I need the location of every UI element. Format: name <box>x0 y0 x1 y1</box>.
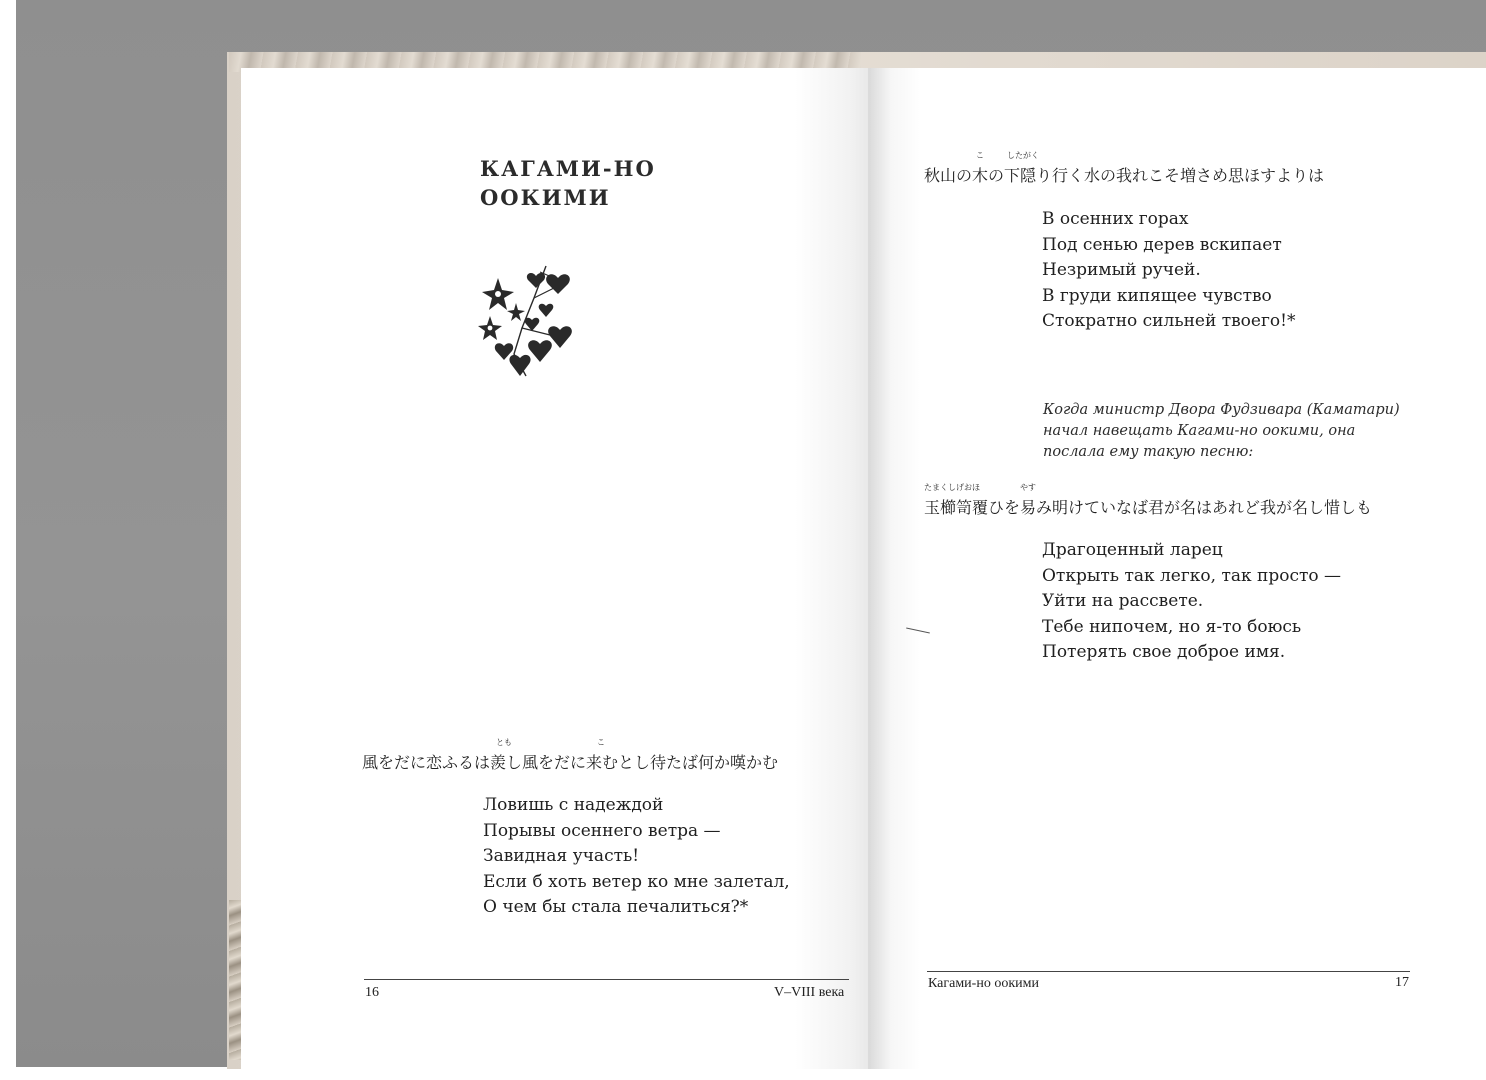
waka-japanese: 風をだに恋ふるは羨し風をだに来むとし待たば何か嘆かむ <box>362 753 779 772</box>
ruby-annotation: やす <box>1020 483 1036 492</box>
poem-line: Потерять свое доброе имя. <box>1042 642 1286 662</box>
poem-line: Если б хоть ветер ко мне залетал, <box>483 871 790 892</box>
poem-translation <box>483 793 790 921</box>
poem-line: Тебе нипочем, но я-то боюсь <box>1042 616 1302 637</box>
waka-japanese: 玉櫛笥覆ひを易み明けていなば君が名はあれど我が名し惜しも <box>924 498 1373 517</box>
poem-line: Стократно сильней твоего!* <box>1042 311 1296 331</box>
book-gutter <box>868 68 892 1069</box>
page-title <box>480 154 720 212</box>
flower-branch-icon <box>474 258 574 382</box>
poem-line: О чем бы стала печалиться?* <box>483 897 749 917</box>
poem-line: Драгоценный ларец <box>1042 540 1223 560</box>
ruby-annotation: したがく <box>1007 151 1039 160</box>
ruby-annotation: とも <box>496 738 512 747</box>
running-head: V–VIII века <box>774 985 845 1000</box>
ruby-annotation: たまくしげおほ <box>924 483 980 492</box>
poem-line: Ловишь с надеждой <box>483 795 664 815</box>
cover-texture-left <box>229 900 241 1060</box>
ruby-annotation: こ <box>976 151 984 160</box>
running-head: Кагами-но оокими <box>928 976 1039 991</box>
title-line-1: КАГАМИ-НО <box>480 156 656 181</box>
poem-line: В груди кипящее чувство <box>1042 285 1272 306</box>
poem-translation <box>1042 207 1295 335</box>
poem-translation <box>1042 538 1341 666</box>
waka-japanese: 秋山の木の下隠り行く水の我れこそ増さめ思ほすよりは <box>924 166 1325 185</box>
poem-line: Незримый ручей. <box>1042 260 1201 280</box>
footer-rule <box>927 971 1410 972</box>
page-number: 16 <box>365 985 379 1000</box>
page-number: 17 <box>1395 975 1409 990</box>
poem-line: В осенних горах <box>1042 209 1189 229</box>
poem-line: Порывы осеннего ветра — <box>483 820 721 841</box>
prose-note: Когда министр Двора Фудзивара (Каматари) начал навещать Кагами-но оокими, она послала ему такую песню: <box>1043 402 1400 460</box>
title-line-2: ООКИМИ <box>480 185 611 210</box>
poem-line: Открыть так легко, так просто — <box>1042 565 1342 586</box>
footer-rule <box>364 979 849 980</box>
poem-line: Завидная участь! <box>483 846 640 866</box>
poem-line: Уйти на рассвете. <box>1042 591 1204 611</box>
poem-line: Под сенью дерев вскипает <box>1042 234 1282 255</box>
ruby-annotation: こ <box>597 738 605 747</box>
